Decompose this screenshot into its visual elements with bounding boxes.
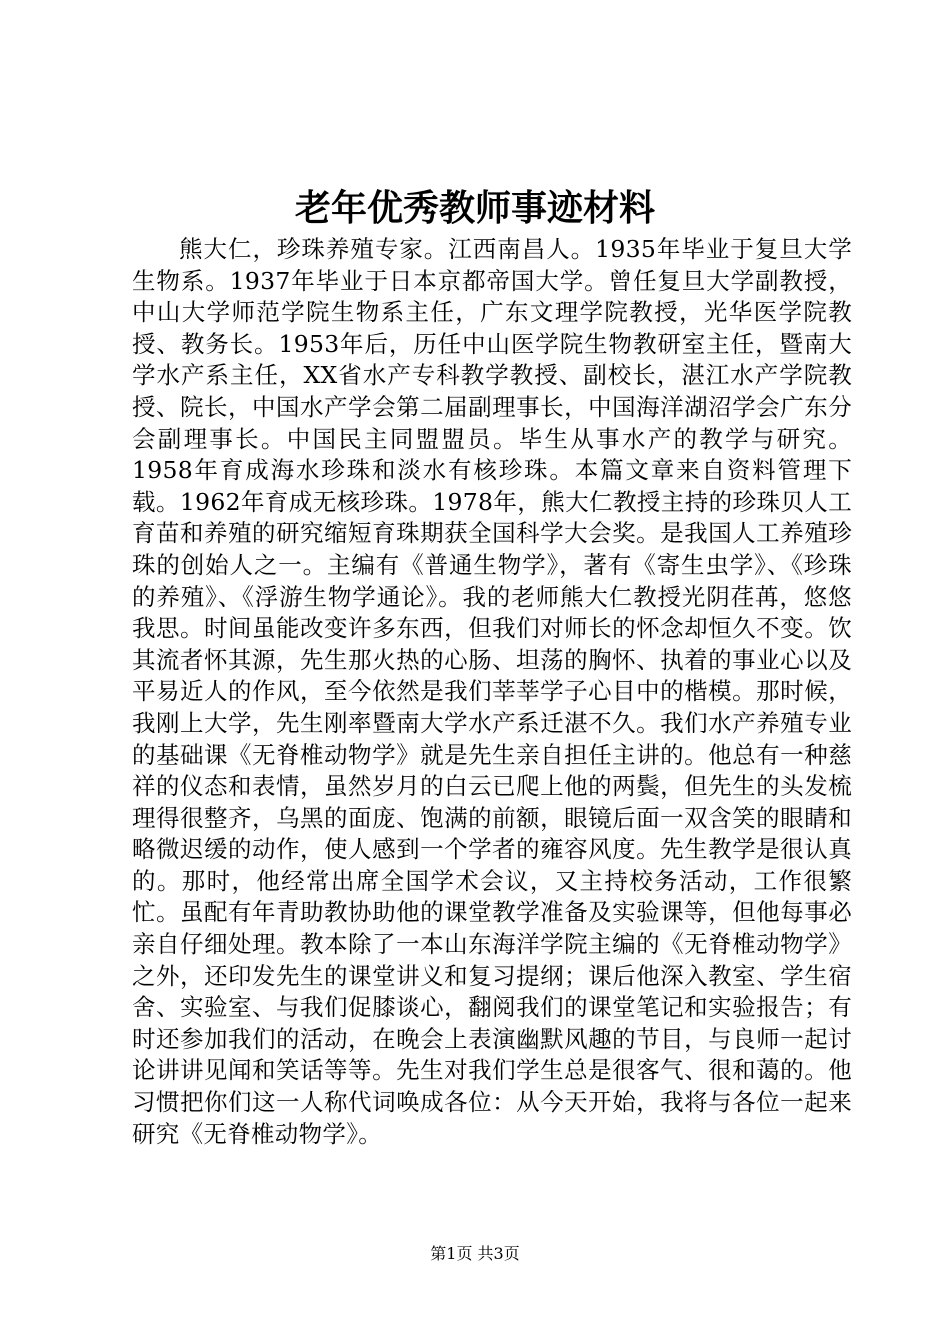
page-footer: 第1页 共3页 xyxy=(430,1244,520,1263)
body-paragraph: 熊大仁，珍珠养殖专家。江西南昌人。1935年毕业于复旦大学生物系。1937年毕业于日本京都帝国大学。曾任复旦大学副教授，中山大学师范学院生物系主任，广东文理学院教授，光华医学院教授、教务长。1953年后，历任中山医学院生物教研室主任，暨南大学水产系主任，XX省水产专科教学教授、副校长，湛江水产学院教授、院长，中国水产学会第二届副理事长，中国海洋湖沼学会广东分会副理事长。中国民主同盟盟员。毕生从事水产的教学与研究。1958年育成海水珍珠和淡水有核珍珠。本篇文章来自资料管理下载。1962年育成无核珍珠。1978年，熊大仁教授主持的珍珠贝人工育苗和养殖的研究缩短育珠期获全国科学大会奖。是我国人工养殖珍珠的创始人之一。主编有《普通生物学》，著有《寄生虫学》、《珍珠的养殖》、《浮游生物学通论》。我的老师熊大仁教授光阴荏苒，悠悠我思。时间虽能改变许多东西，但我们对师长的怀念却恒久不变。饮其流者怀其源，先生那火热的心肠、坦荡的胸怀、执着的事业心以及平易近人的作风，至今依然是我们莘莘学子心目中的楷模。那时候，我刚上大学，先生刚率暨南大学水产系迁湛不久。我们水产养殖专业的基础课《无脊椎动物学》就是先生亲自担任主讲的。他总有一种慈祥的仪态和表情，虽然岁月的白云已爬上他的两鬓，但先生的头发梳理得很整齐，乌黑的面庞、饱满的前额，眼镜后面一双含笑的眼睛和略微迟缓的动作，使人感到一个学者的雍容风度。先生教学是很认真的。那时，他经常出席全国学术会议，又主持校务活动，工作很繁忙。虽配有年青助教协助他的课堂教学准备及实验课等，但他每事必亲自仔细处理。教本除了一本山东海洋学院主编的《无脊椎动物学》之外，还印发先生的课堂讲义和复习提纲；课后他深入教室、学生宿舍、实验室、与我们促膝谈心，翻阅我们的课堂笔记和实验报告；有时还参加我们的活动，在晚会上表演幽默风趣的节目，与良师一起讨论讲讲见闻和笑话等等。先生对我们学生总是很客气、很和蔼的。他习惯把你们这一人称代词唤成各位：从今天开始，我将与各位一起来研究《无脊椎动物学》。 xyxy=(132,235,852,1148)
document-title: 老年优秀教师事迹材料 xyxy=(294,187,655,229)
